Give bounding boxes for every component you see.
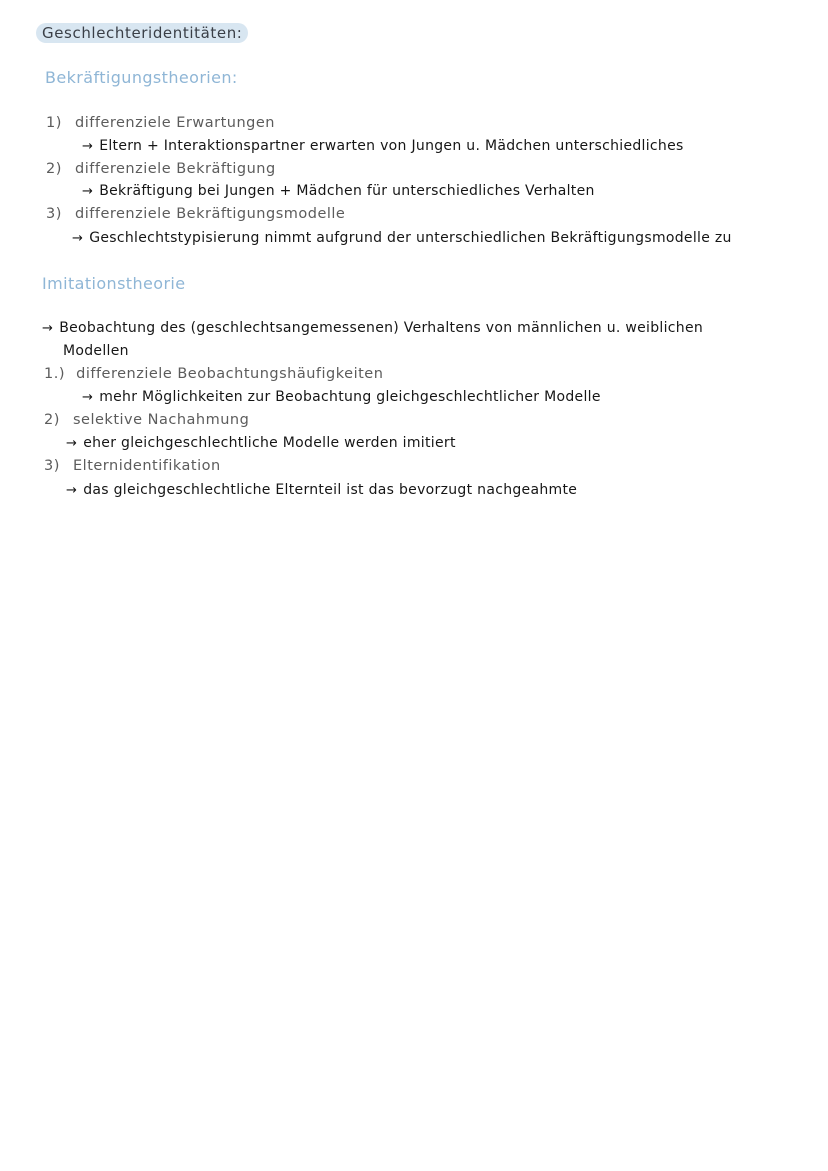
list-item-detail [66, 436, 456, 450]
item-detail: Bekräftigung bei Jungen + Mädchen für unterschiedliches Verhalten [99, 183, 595, 199]
item-detail: mehr Möglichkeiten zur Beobachtung gleichgeschlechtlicher Modelle [99, 389, 601, 405]
item-detail: das gleichgeschlechtliche Elternteil ist das bevorzugt nachgeahmte [83, 482, 578, 498]
section-heading-imitation: Imitationstheorie [42, 274, 186, 293]
item-label: differenziele Erwartungen [75, 115, 275, 131]
item-detail: Geschlechtstypisierung nimmt aufgrund der unterschiedlichen Bekräftigungsmodelle zu [89, 230, 732, 246]
arrow-icon: → [42, 321, 54, 336]
item-number: 2) [44, 412, 60, 428]
list-item-label [46, 207, 345, 222]
item-label: differenziele Bekräftigungsmodelle [75, 206, 346, 222]
intro-line-1: Beobachtung des (geschlechtsangemessenen) Verhaltens von männlichen u. weiblichen [59, 320, 704, 336]
section-heading-bekraeftigung: Bekräftigungstheorien: [45, 68, 238, 87]
item-number: 1) [46, 115, 62, 131]
item-label: selektive Nachahmung [73, 412, 250, 428]
list-item-label [46, 116, 275, 131]
arrow-icon: → [72, 231, 84, 246]
arrow-icon: → [82, 139, 94, 154]
item-detail: eher gleichgeschlechtliche Modelle werden imitiert [83, 435, 456, 451]
item-number: 1.) [44, 366, 65, 382]
page-title: Geschlechteridentitäten: [42, 24, 243, 42]
item-number: 3) [44, 458, 60, 474]
list-item-label [46, 162, 276, 177]
list-item-detail [72, 231, 732, 245]
item-label: Elternidentifikation [73, 458, 221, 474]
section-intro [42, 321, 703, 335]
list-item-label [44, 413, 249, 428]
arrow-icon: → [82, 184, 94, 199]
list-item-label [44, 459, 221, 474]
list-item-detail [82, 184, 595, 198]
list-item-detail [66, 483, 577, 497]
arrow-icon: → [82, 390, 94, 405]
item-label: differenziele Bekräftigung [75, 161, 276, 177]
list-item-detail [82, 139, 684, 153]
item-label: differenziele Beobachtungshäufigkeiten [76, 366, 384, 382]
page-title-highlight [36, 23, 248, 43]
item-number: 2) [46, 161, 62, 177]
item-detail: Eltern + Interaktionspartner erwarten von Jungen u. Mädchen unterschiedliches [99, 138, 684, 154]
intro-line-2: Modellen [63, 343, 129, 359]
arrow-icon: → [66, 436, 78, 451]
list-item-label [44, 367, 383, 382]
arrow-icon: → [66, 483, 78, 498]
list-item-detail [82, 390, 601, 404]
item-number: 3) [46, 206, 62, 222]
